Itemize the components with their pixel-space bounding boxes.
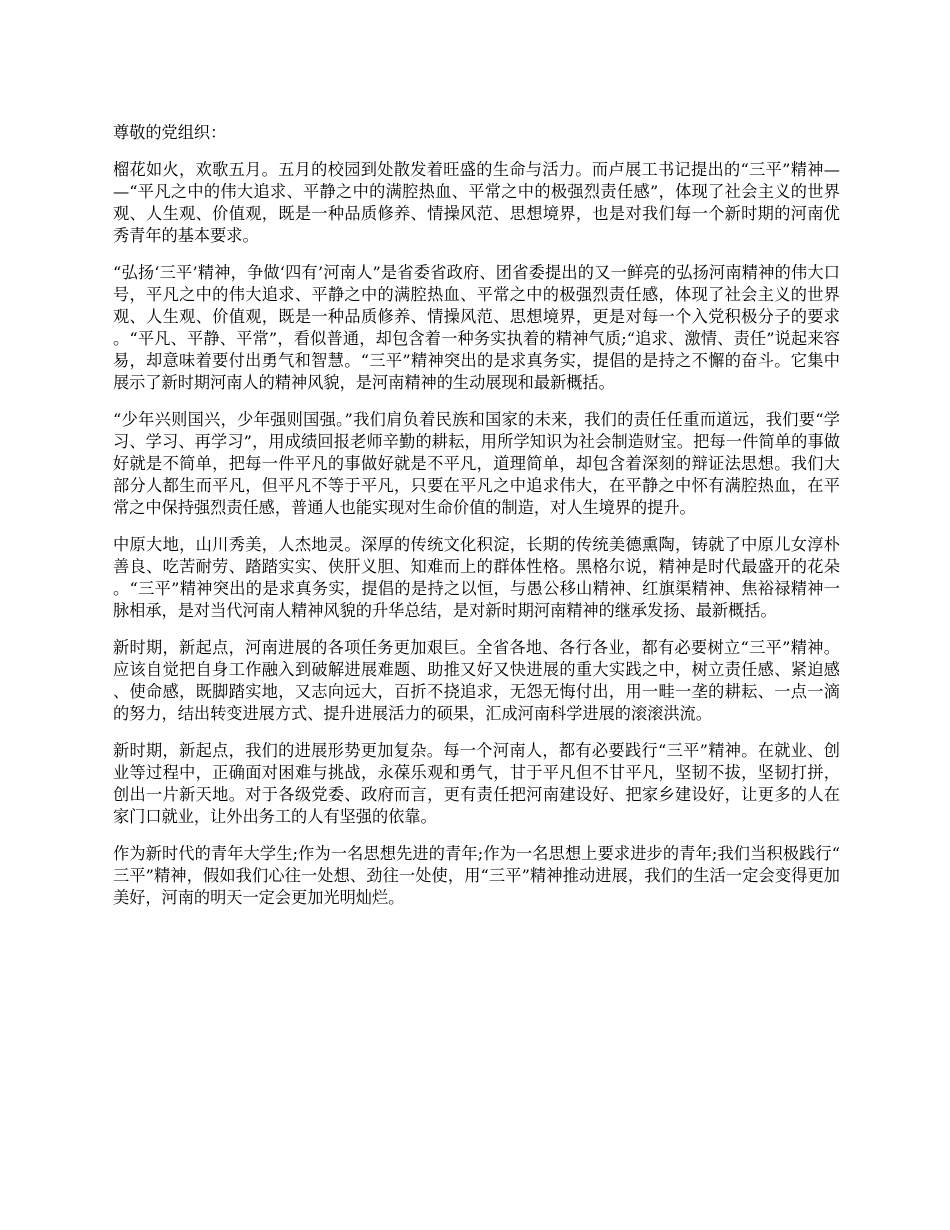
paragraph-5: 新时期，新起点，河南进展的各项任务更加艰巨。全省各地、各行各业，都有必要树立“三平”精神。应该自觉把自身工作融入到破解进展难题、助推又好又快进展的重大实践之中，树立责任感、紧迫感、使命感，既脚踏实地，又志向远大，百折不挠追求，无怨无悔付出，用一畦一垄的耕耘、一点一滴的努力，结出转变进展方式、提升进展活力的硕果，汇成河南科学进展的滚滚洪流。 (113, 638, 840, 723)
paragraph-2: “弘扬‘三平’精神，争做‘四有’河南人”是省委省政府、团省委提出的又一鲜亮的弘扬河南精神的伟大口号，平凡之中的伟大追求、平静之中的满腔热血、平常之中的极强烈责任感，体现了社会主义的世界观、人生观、价值观，既是一种品质修养、情操风范、思想境界，更是对每一个入党积极分子的要求。“平凡、平静、平常”，看似普通，却包含着一种务实执着的精神气质;“追求、激情、责任”说起来容易，却意味着要付出勇气和智慧。“三平”精神突出的是求真务实，提倡的是持之不懈的奋斗。它集中展示了新时期河南人的精神风貌，是河南精神的生动展现和最新概括。 (113, 263, 840, 392)
paragraph-3: “少年兴则国兴，少年强则国强。”我们肩负着民族和国家的未来，我们的责任任重而道远，我们要“学习、学习、再学习”，用成绩回报老师辛勤的耕耘，用所学知识为社会制造财宝。把每一件简单的事做好就是不简单，把每一件平凡的事做好就是不平凡，道理简单，却包含着深刻的辩证法思想。我们大部分人都生而平凡，但平凡不等于平凡，只要在平凡之中追求伟大，在平静之中怀有满腔热血，在平常之中保持强烈责任感，普通人也能实现对生命价值的制造，对人生境界的提升。 (113, 410, 840, 517)
salutation: 尊敬的党组织： (113, 123, 227, 142)
paragraph-7: 作为新时代的青年大学生;作为一名思想先进的青年;作为一名思想上要求进步的青年;我们当积极践行“三平”精神，假如我们心往一处想、劲往一处使，用“三平”精神推动进展，我们的生活一定会变得更加美好，河南的明天一定会更加光明灿烂。 (113, 844, 840, 907)
paragraph-6: 新时期，新起点，我们的进展形势更加复杂。每一个河南人，都有必要践行“三平”精神。在就业、创业等过程中，正确面对困难与挑战，永葆乐观和勇气，甘于平凡但不甘平凡，坚韧不拔，坚韧打拼，创出一片新天地。对于各级党委、政府而言，更有责任把河南建设好、把家乡建设好，让更多的人在家门口就业，让外出务工的人有坚强的依靠。 (113, 741, 840, 826)
paragraph-1: 榴花如火，欢歌五月。五月的校园到处散发着旺盛的生命与活力。而卢展工书记提出的“三平”精神——“平凡之中的伟大追求、平静之中的满腔热血、平常之中的极强烈责任感”，体现了社会主义的世界观、人生观、价值观，既是一种品质修养、情操风范、思想境界，也是对我们每一个新时期的河南优秀青年的基本要求。 (113, 160, 840, 245)
paragraph-4: 中原大地，山川秀美，人杰地灵。深厚的传统文化积淀，长期的传统美德熏陶，铸就了中原儿女淳朴善良、吃苦耐劳、踏踏实实、侠肝义胆、知难而上的群体性格。黑格尔说，精神是时代最盛开的花朵。“三平”精神突出的是求真务实，提倡的是持之以恒，与愚公移山精神、红旗渠精神、焦裕禄精神一脉相承，是对当代河南人精神风貌的升华总结，是对新时期河南精神的继承发扬、最新概括。 (113, 535, 840, 620)
letter-body (113, 122, 840, 924)
